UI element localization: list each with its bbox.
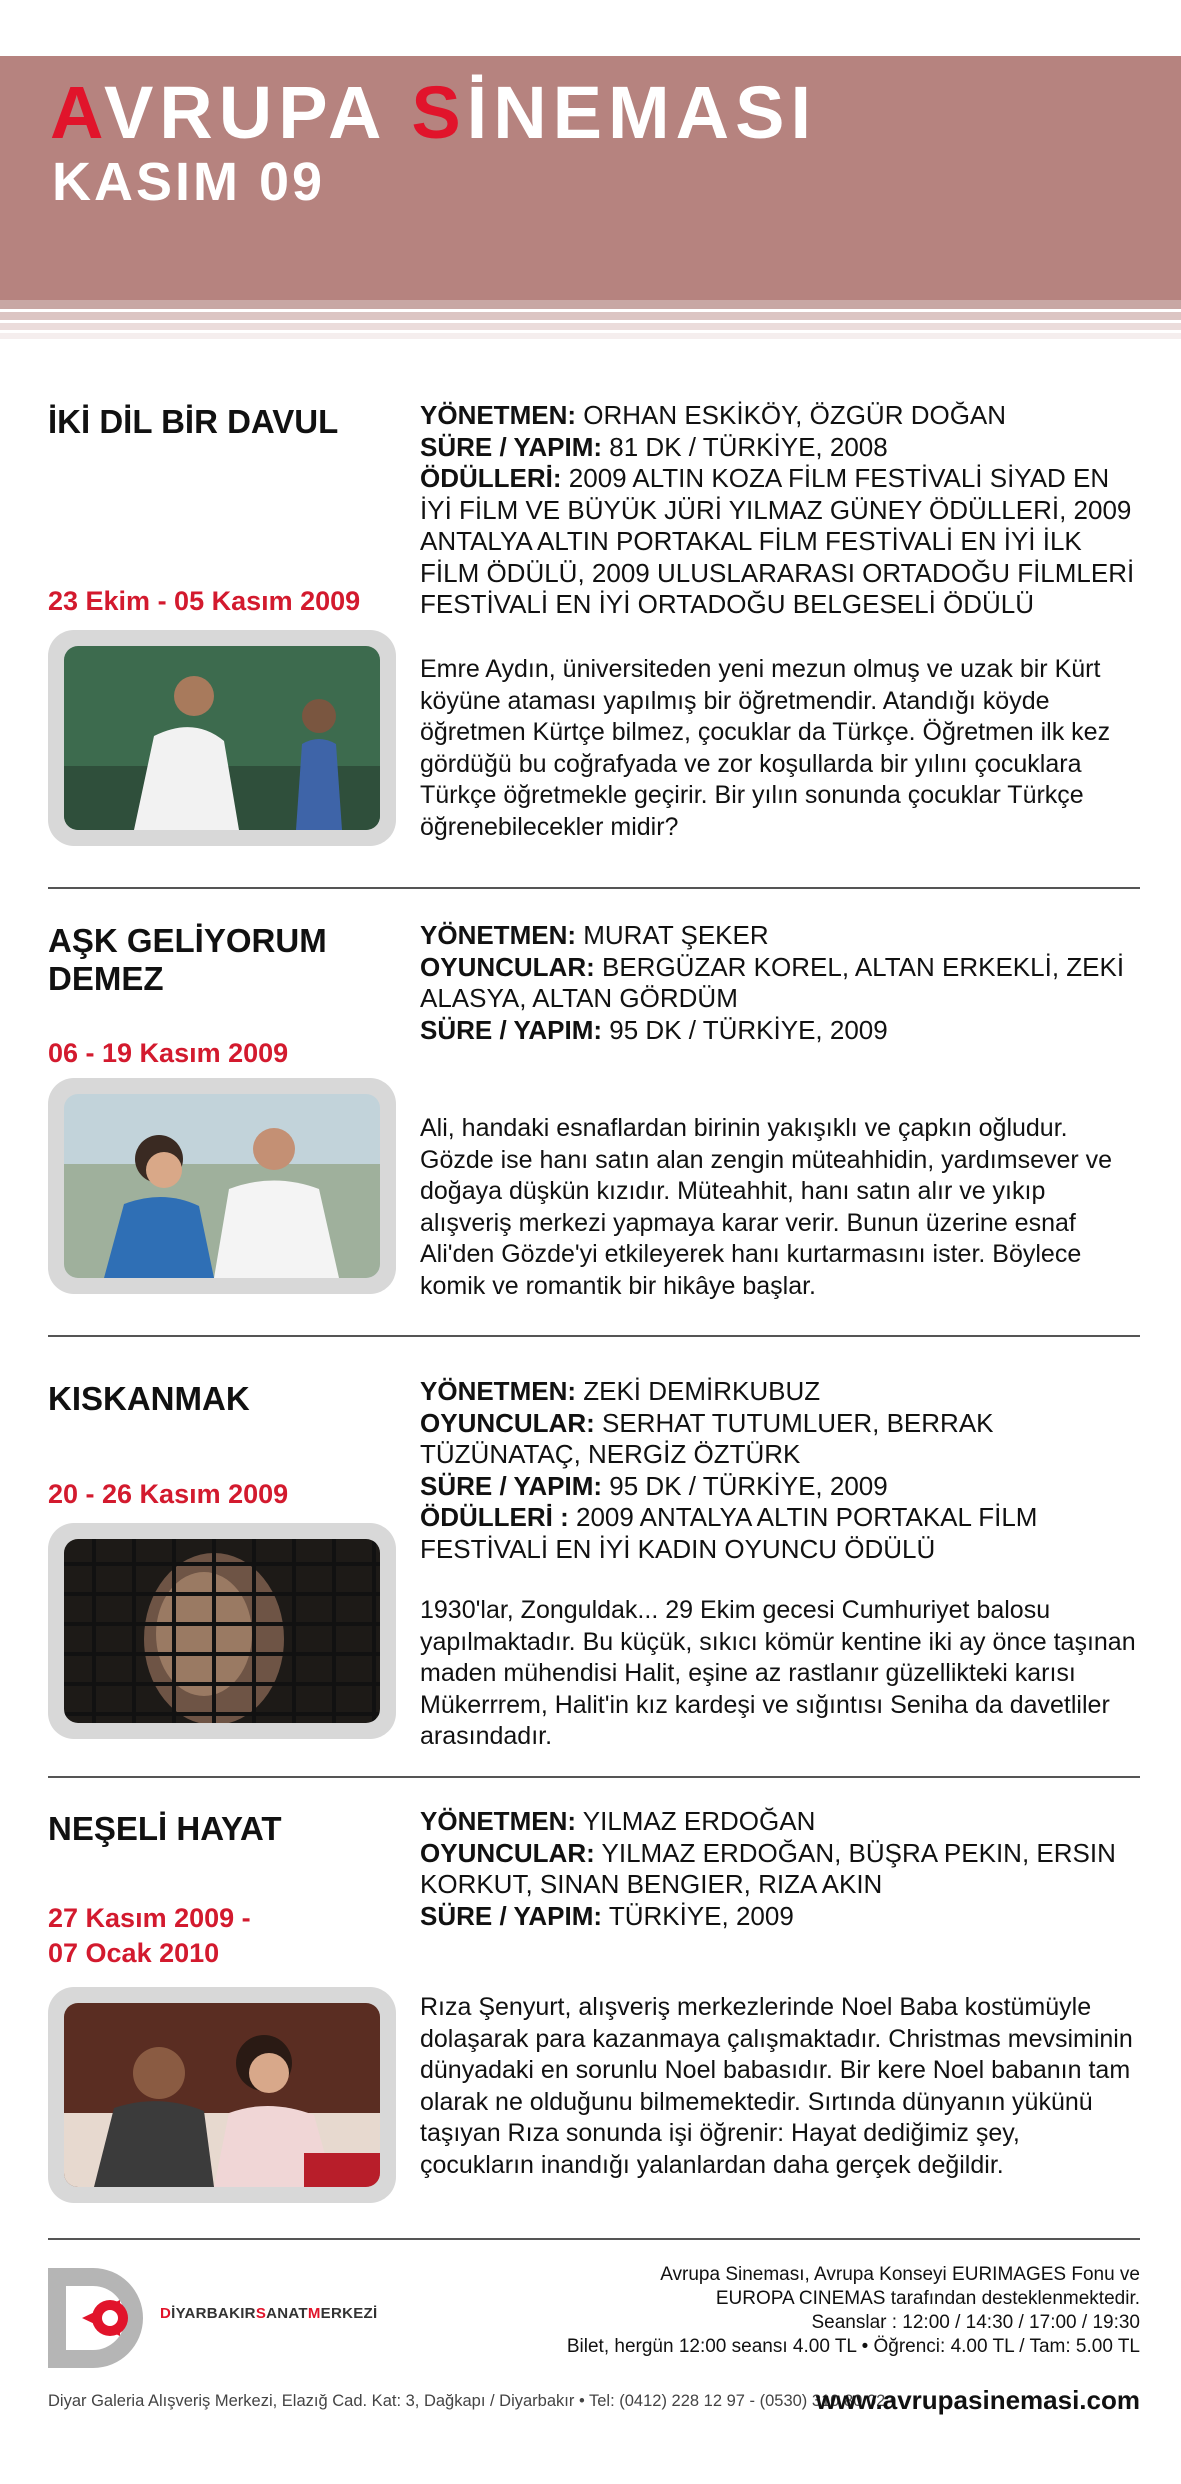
film-info [420,1376,1140,1565]
film-description: Rıza Şenyurt, alışveriş merkezlerinde Noel Baba kostümüyle dolaşarak para kazanmaya çalışmaktadır. Christmas mevsiminin dünyadaki en sorunlu Noel babasıdır. Bir kere Noel babanın tam olarak ne olduğunu bilmemektedir. Sırtında dünyanın yükünü taşıyan Rıza sonunda işi öğrenir: Hayat dediğimiz şey, çocukların inandığı yalanlardan daha gerçek değildir. [420,1993,1133,2179]
film-photo [48,1987,396,2203]
header-stripe [0,323,1181,330]
section-divider [48,1335,1140,1337]
film-still-image [64,2003,380,2187]
film-info [420,1806,1140,1932]
film-info [420,400,1140,621]
film-title: NEŞELİ HAYAT [48,1810,282,1847]
address-text: Diyar Galeria Alışveriş Merkezi, Elazığ Cad. Kat: 3, Dağkapı / Diyarbakır • Tel: (0412) 228 12 97 - (0530) 310 80 02 • [48,2392,896,2410]
film-title: AŞK GELİYORUM DEMEZ [48,922,327,997]
diyarbakir-logo-icon [48,2268,156,2368]
page-title: AVRUPA SİNEMASI [50,71,818,154]
info-line: YÖNETMEN: YILMAZ ERDOĞAN [420,1806,816,1836]
logo [48,2268,156,2373]
info-line: OYUNCULAR: BERGÜZAR KOREL, ALTAN ERKEKLİ, ZEKİ ALASYA, ALTAN GÖRDÜM [420,951,1125,1013]
film-still-image [64,1539,380,1723]
info-line: SÜRE / YAPIM: 95 DK / TÜRKİYE, 2009 [420,1470,888,1501]
info-line: OYUNCULAR: SERHAT TUTUMLUER, BERRAK TÜZÜNATAÇ, NERGİZ ÖZTÜRK [420,1407,994,1469]
sessions-text: Seanslar : 12:00 / 14:30 / 17:00 / 19:30 [811,2312,1140,2333]
film-photo [48,1523,396,1739]
info-line: ÖDÜLLERİ: 2009 ALTIN KOZA FİLM FESTİVALİ SİYAD EN İYİ FİLM VE BÜYÜK JÜRİ YILMAZ GÜNEY ÖDÜLLERİ, 2009 ANTALYA ALTIN PORTAKAL FİLM FESTİVALİ EN İYİ İLK FİLM ÖDÜLÜ, 2009 ULUSLARARASI ORTADOĞU FİLMLERİ FESTİVALİ EN İYİ ORTADOĞU BELGESELİ ÖDÜLÜ [420,463,1135,619]
info-line: YÖNETMEN: ORHAN ESKİKÖY, ÖZGÜR DOĞAN [420,400,1007,430]
film-description: 1930'lar, Zonguldak... 29 Ekim gecesi Cumhuriyet balosu yapılmaktadır. Bu küçük, sıkıcı kömür kentine iki ay önce taşınan maden mühendisi Halit, eşine az rastlanır güzellikteki karısı Mükerrrem, Halit'in kız kardeşi ve sığıntısı Seniha da davetliler arasındadır. [420,1596,1136,1750]
info-line: SÜRE / YAPIM: 81 DK / TÜRKİYE, 2008 [420,431,888,462]
support-text: Avrupa Sineması, Avrupa Konseyi EURIMAGES Fonu ve [660,2264,1140,2285]
film-description: Emre Aydın, üniversiteden yeni mezun olmuş ve uzak bir Kürt köyüne ataması yapılmış bir öğretmendir. Atandığı köyde öğretmen Kürtçe bilmez, çocuklar da Türkçe. Öğretmen ilk kez gördüğü bu coğrafyada ve zor koşullarda bir yılını çocuklara Türkçe öğretmekle geçirir. Bir yılın sonunda çocuklar Türkçe öğrenebilecekler midir? [420,655,1111,841]
logo-text: DİYARBAKIRSANATMERKEZİ [160,2305,378,2322]
film-dates: 20 - 26 Kasım 2009 [48,1479,289,1509]
header-stripe [0,300,1181,309]
film-dates: 27 Kasım 2009 - 07 Ocak 2010 [48,1903,251,1968]
prices-text: Bilet, hergün 12:00 seansı 4.00 TL • Öğrenci: 4.00 TL / Tam: 5.00 TL [566,2336,1140,2357]
section-divider [48,887,1140,889]
film-info [420,920,1140,1046]
film-dates: 23 Ekim - 05 Kasım 2009 [48,586,361,616]
page-subtitle: KASIM 09 [52,152,326,212]
support-text: EUROPA CINEMAS tarafından desteklenmektedir. [715,2288,1140,2309]
film-photo [48,1078,396,1294]
info-line: ÖDÜLLERİ : 2009 ANTALYA ALTIN PORTAKAL FİLM FESTİVALİ EN İYİ KADIN OYUNCU ÖDÜLÜ [420,1502,1038,1564]
film-still-image [64,1094,380,1278]
film-title: İKİ DİL BİR DAVUL [48,403,339,440]
info-line: OYUNCULAR: YILMAZ ERDOĞAN, BÜŞRA PEKIN, ERSIN KORKUT, SINAN BENGIER, RIZA AKIN [420,1837,1116,1899]
section-divider [48,2238,1140,2240]
info-line: SÜRE / YAPIM: 95 DK / TÜRKİYE, 2009 [420,1014,888,1045]
info-line: YÖNETMEN: MURAT ŞEKER [420,920,769,950]
film-still-image [64,646,380,830]
header-stripe [0,312,1181,320]
section-divider [48,1776,1140,1778]
info-line: SÜRE / YAPIM: TÜRKİYE, 2009 [420,1900,794,1931]
film-dates: 06 - 19 Kasım 2009 [48,1038,289,1068]
film-description: Ali, handaki esnaflardan birinin yakışıklı ve çapkın oğludur. Gözde ise hanı satın alan zengin müteahhidin, yardımsever ve doğaya düşkün kızıdır. Müteahhit, hanı satın alır ve yıkıp alışveriş merkezi yapmaya karar verir. Bunun üzerine esnaf Ali'den Gözde'yi etkileyerek hanı kurtarmasını ister. Böylece komik ve romantik bir hikâye başlar. [420,1114,1113,1300]
info-line: YÖNETMEN: ZEKİ DEMİRKUBUZ [420,1376,821,1406]
film-title: KISKANMAK [48,1380,250,1417]
website-link[interactable]: www.avrupasinemasi.com [815,2385,1140,2415]
film-photo [48,630,396,846]
header-stripe [0,333,1181,339]
